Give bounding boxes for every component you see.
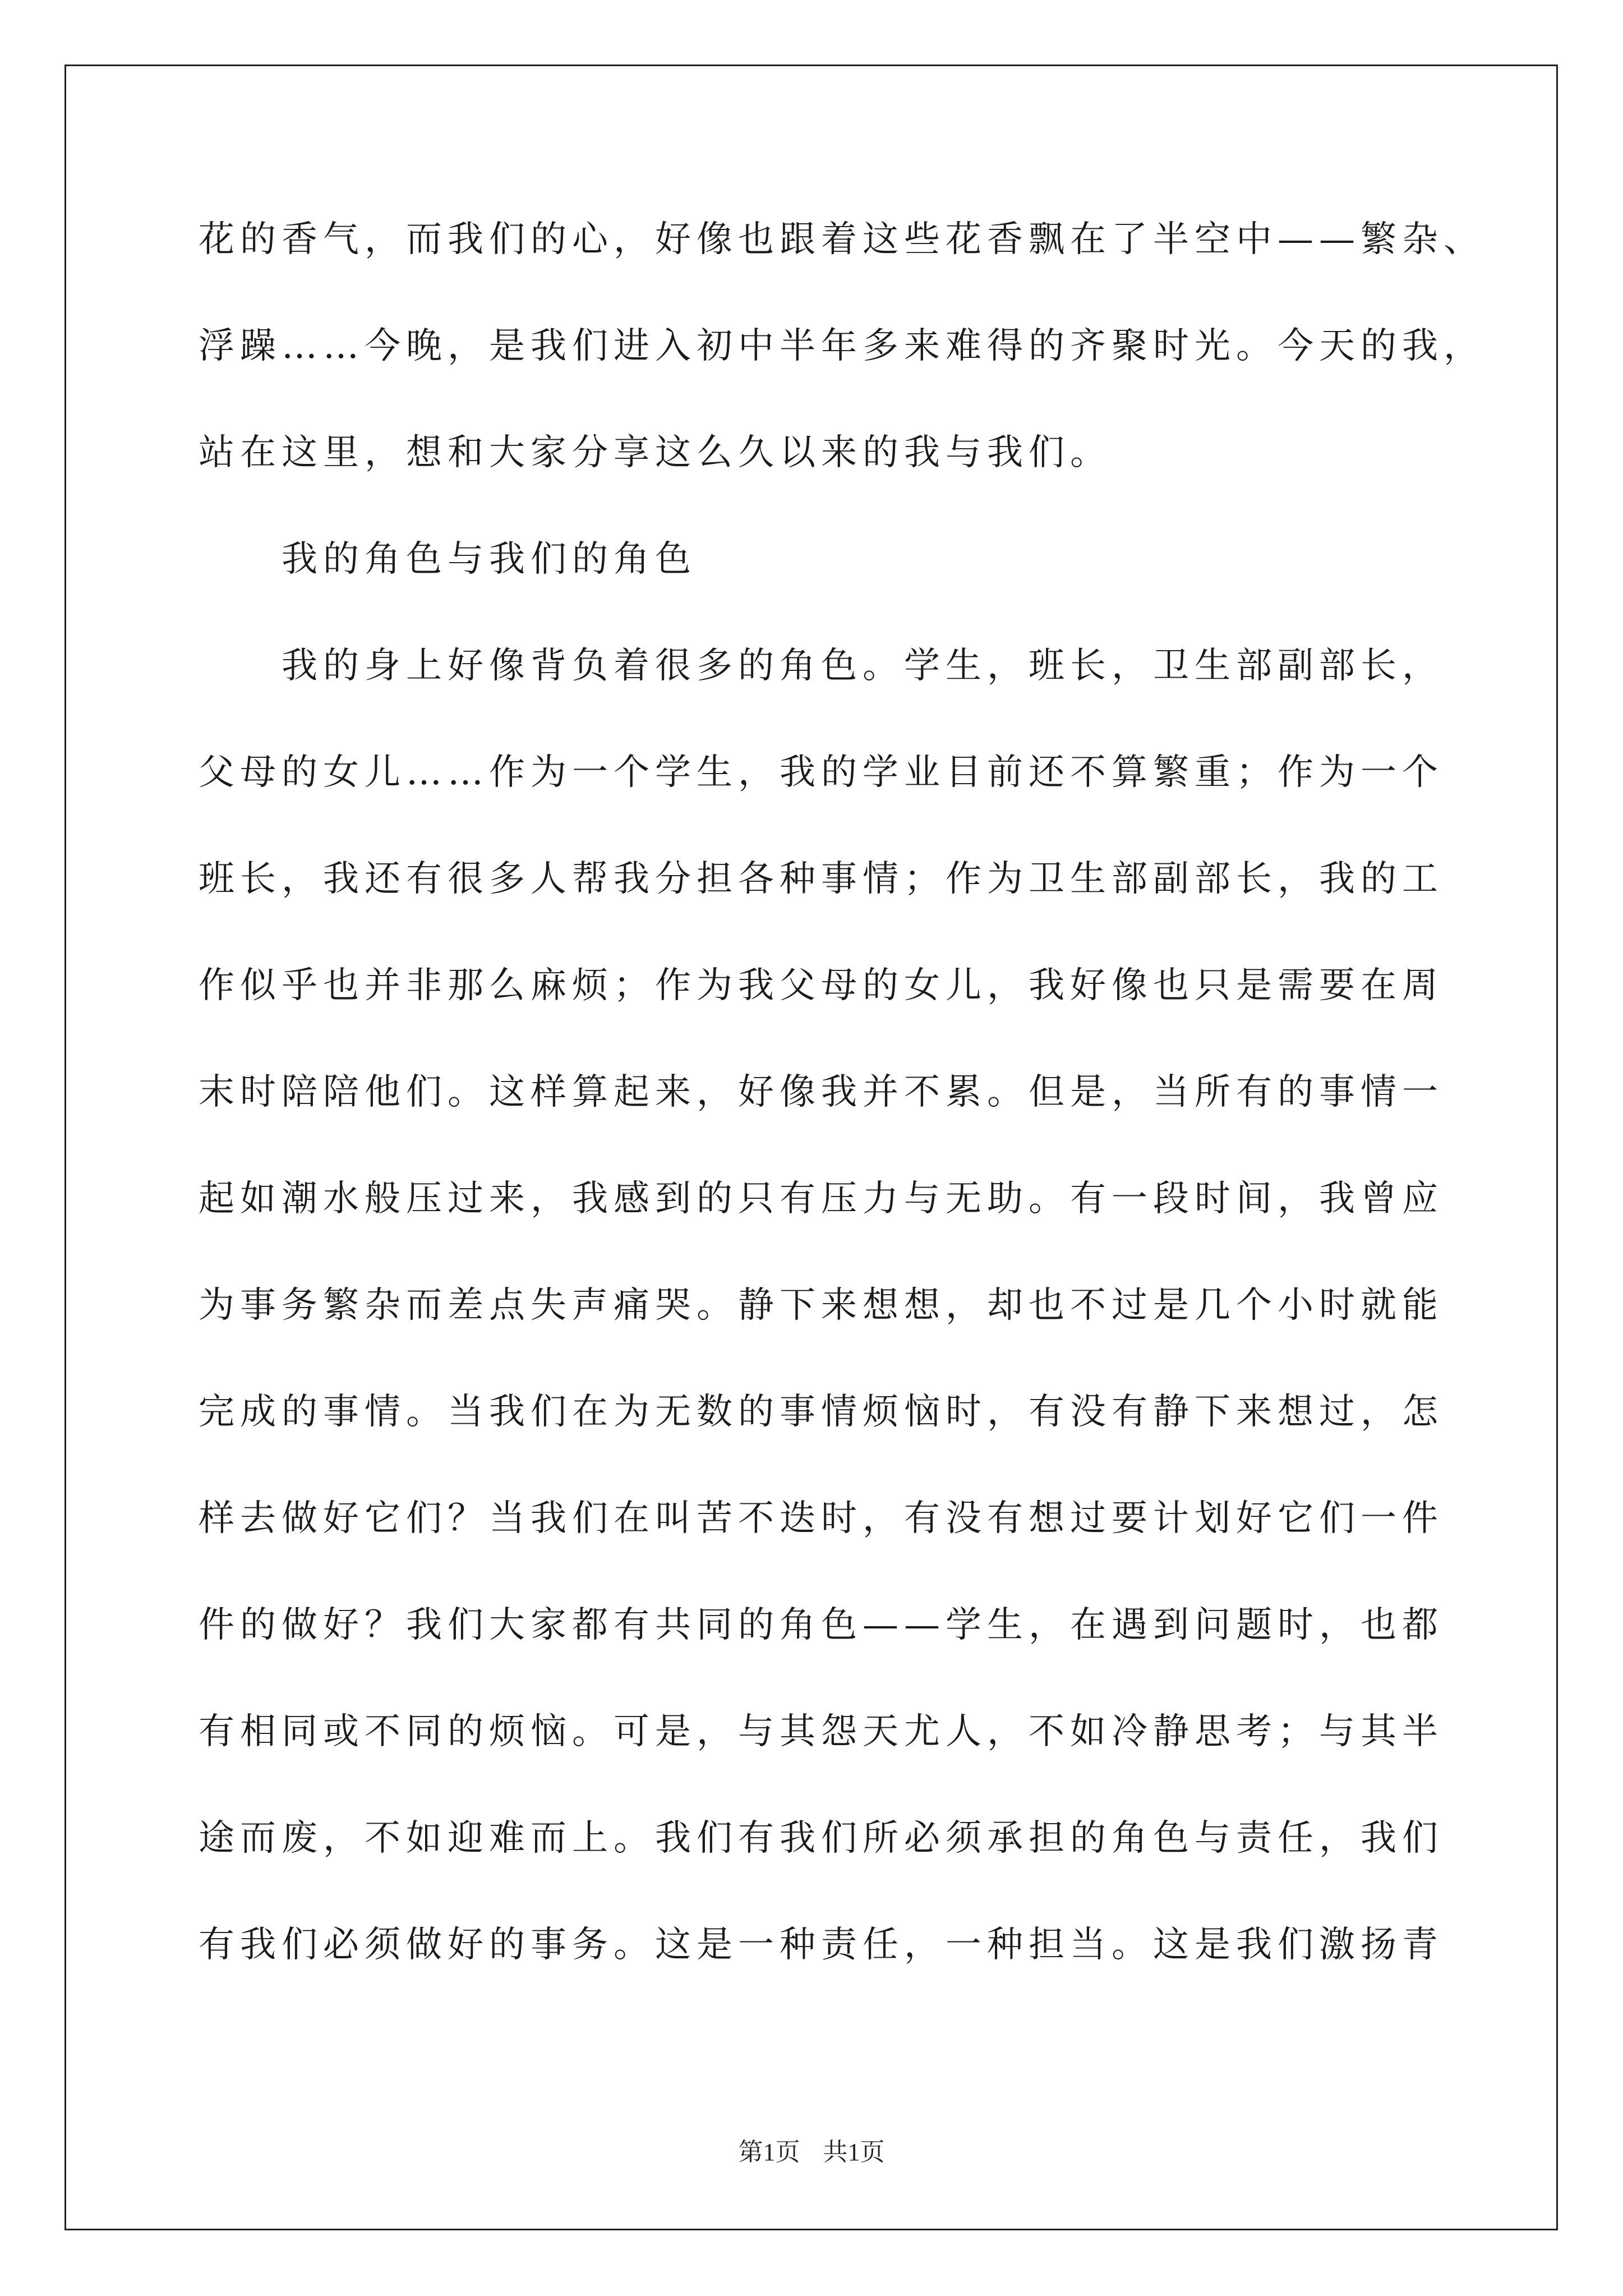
text-line-3: 站在这里，想和大家分享这么久以来的我与我们。 [199,432,1112,473]
page-border [64,65,1558,2230]
text-line-12: 完成的事情。当我们在为无数的事情烦恼时，有没有静下来想过，怎 [199,1391,1444,1433]
text-line-14: 件的做好？我们大家都有共同的角色——学生，在遇到问题时，也都 [199,1604,1444,1646]
text-line-2: 浮躁……今晚，是我们进入初中半年多来难得的齐聚时光。今天的我， [199,325,1485,367]
text-line-6: 父母的女儿……作为一个学生，我的学业目前还不算繁重；作为一个 [199,752,1444,793]
text-line-1: 花的香气，而我们的心，好像也跟着这些花香飘在了半空中——繁杂、 [199,219,1485,260]
paragraph-start: 我的身上好像背负着很多的角色。学生，班长，卫生部副部长， [282,645,1444,687]
text-line-16: 途而废，不如迎难而上。我们有我们所必须承担的角色与责任，我们 [199,1818,1444,1859]
text-line-13: 样去做好它们？当我们在叫苦不迭时，有没有想过要计划好它们一件 [199,1498,1444,1539]
text-line-9: 末时陪陪他们。这样算起来，好像我并不累。但是，当所有的事情一 [199,1071,1444,1113]
text-line-7: 班长，我还有很多人帮我分担各种事情；作为卫生部副部长，我的工 [199,858,1444,900]
text-line-8: 作似乎也并非那么麻烦；作为我父母的女儿，我好像也只是需要在周 [199,965,1444,1006]
section-heading: 我的角色与我们的角色 [282,539,697,580]
text-line-10: 起如潮水般压过来，我感到的只有压力与无助。有一段时间，我曾应 [199,1178,1444,1220]
text-line-11: 为事务繁杂而差点失声痛哭。静下来想想，却也不过是几个小时就能 [199,1285,1444,1326]
page-number: 第1页 共1页 [738,2138,885,2166]
text-line-17: 有我们必须做好的事务。这是一种责任，一种担当。这是我们激扬青 [199,1924,1444,1966]
text-line-15: 有相同或不同的烦恼。可是，与其怨天尤人，不如冷静思考；与其半 [199,1711,1444,1752]
